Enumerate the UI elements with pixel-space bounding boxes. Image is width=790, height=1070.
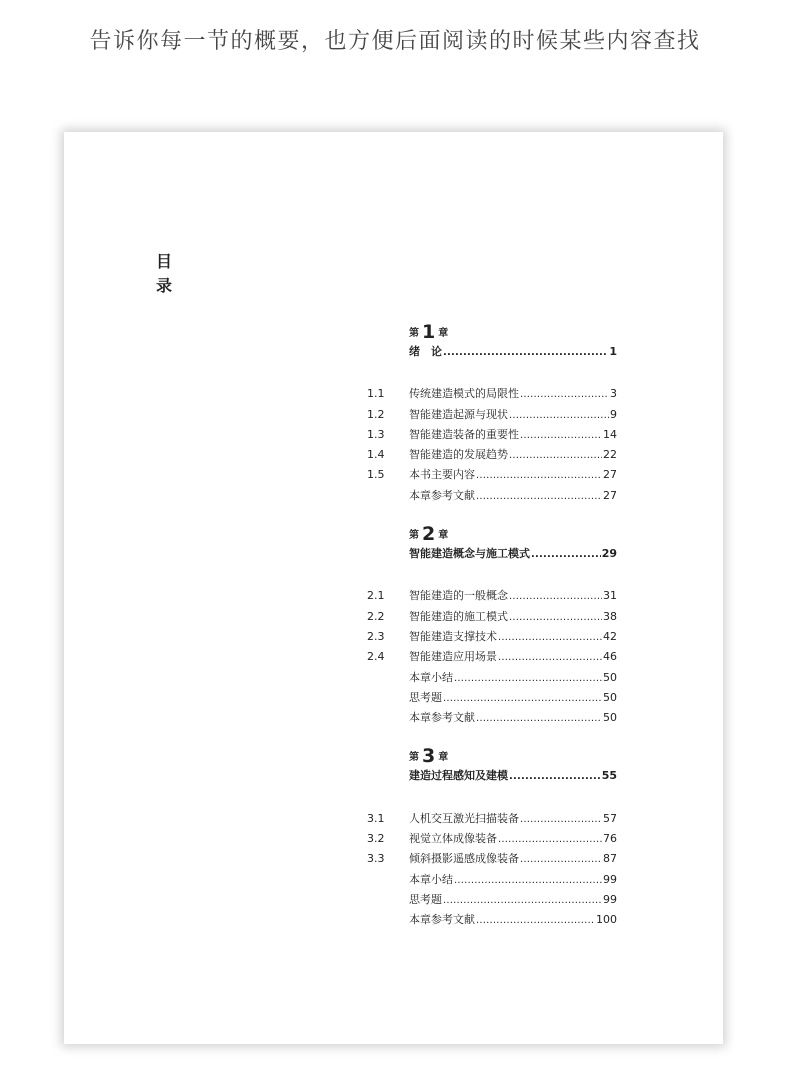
page-number: 29 bbox=[601, 547, 617, 561]
page-number: 3 bbox=[610, 387, 617, 401]
leader-dots bbox=[520, 426, 602, 446]
chapter-heading bbox=[367, 524, 617, 544]
section-title: 视觉立体成像装备 bbox=[409, 832, 497, 846]
toc-label-char: 目 bbox=[156, 252, 173, 271]
section-title: 本章小结 bbox=[409, 872, 453, 886]
section-title: 思考题 bbox=[409, 892, 442, 906]
toc-entry[interactable] bbox=[367, 708, 617, 728]
toc-entry[interactable] bbox=[367, 607, 617, 627]
page-number: 9 bbox=[610, 407, 617, 421]
section-number: 1.1 bbox=[367, 387, 385, 401]
section-title: 本章参考文献 bbox=[409, 913, 475, 927]
section-number: 2.3 bbox=[367, 629, 385, 643]
section-title: 智能建造装备的重要性 bbox=[409, 427, 519, 441]
chapter-title: 绪 论 bbox=[409, 345, 442, 358]
leader-dots bbox=[509, 446, 602, 466]
section-number: 2.1 bbox=[367, 589, 385, 603]
leader-dots bbox=[476, 709, 602, 729]
leader-dots bbox=[531, 545, 601, 565]
page-number: 55 bbox=[601, 769, 617, 783]
chapter-3 bbox=[367, 746, 617, 930]
leader-dots bbox=[520, 810, 602, 830]
leader-dots bbox=[509, 406, 609, 426]
leader-dots bbox=[476, 911, 595, 931]
page-number: 99 bbox=[603, 872, 617, 886]
toc-entry[interactable] bbox=[367, 384, 617, 404]
chapter-1 bbox=[367, 322, 617, 506]
section-title: 本章参考文献 bbox=[409, 488, 475, 502]
page-number: 46 bbox=[603, 650, 617, 664]
section-number: 1.5 bbox=[367, 468, 385, 482]
toc-entry[interactable] bbox=[367, 445, 617, 465]
book-page bbox=[64, 132, 723, 1044]
section-title: 智能建造的发展趋势 bbox=[409, 448, 508, 462]
page-number: 1 bbox=[609, 345, 617, 358]
toc-entry[interactable] bbox=[367, 465, 617, 485]
page-number: 57 bbox=[603, 811, 617, 825]
section-title: 本章小结 bbox=[409, 670, 453, 684]
page-number: 50 bbox=[603, 690, 617, 704]
chapter-2 bbox=[367, 524, 617, 728]
leader-dots bbox=[454, 669, 602, 689]
leader-dots bbox=[509, 587, 602, 607]
toc-entry[interactable] bbox=[367, 870, 617, 890]
leader-dots bbox=[509, 767, 601, 787]
toc-entry[interactable] bbox=[367, 586, 617, 606]
leader-dots bbox=[476, 487, 602, 507]
leader-dots bbox=[443, 891, 602, 911]
chapter-prefix: 第 bbox=[409, 530, 419, 542]
section-number: 3.1 bbox=[367, 811, 385, 825]
table-of-contents bbox=[367, 322, 617, 949]
page-number: 22 bbox=[603, 448, 617, 462]
section-number: 2.2 bbox=[367, 609, 385, 623]
section-title: 智能建造起源与现状 bbox=[409, 407, 508, 421]
section-title: 传统建造模式的局限性 bbox=[409, 387, 519, 401]
page-number: 42 bbox=[603, 629, 617, 643]
toc-entry[interactable] bbox=[367, 486, 617, 506]
chapter-prefix: 第 bbox=[409, 752, 419, 764]
chapter-number: 3 bbox=[422, 745, 436, 768]
toc-entry[interactable] bbox=[367, 627, 617, 647]
chapter-title: 智能建造概念与施工模式 bbox=[409, 547, 530, 561]
page-number: 76 bbox=[603, 832, 617, 846]
chapter-heading bbox=[367, 322, 617, 342]
section-title: 思考题 bbox=[409, 690, 442, 704]
page-number: 87 bbox=[603, 852, 617, 866]
section-number: 3.2 bbox=[367, 832, 385, 846]
leader-dots bbox=[509, 608, 602, 628]
leader-dots bbox=[443, 343, 608, 363]
leader-dots bbox=[520, 850, 602, 870]
leader-dots bbox=[443, 689, 602, 709]
section-title: 智能建造支撑技术 bbox=[409, 629, 497, 643]
page-number: 100 bbox=[596, 913, 617, 927]
section-title: 智能建造的施工模式 bbox=[409, 609, 508, 623]
leader-dots bbox=[520, 385, 609, 405]
section-number: 1.2 bbox=[367, 407, 385, 421]
toc-label bbox=[156, 250, 176, 298]
page-number: 38 bbox=[603, 609, 617, 623]
section-title: 本书主要内容 bbox=[409, 468, 475, 482]
section-title: 本章参考文献 bbox=[409, 711, 475, 725]
caption-heading: 告诉你每一节的概要，也方便后面阅读的时候某些内容查找 bbox=[89, 29, 701, 54]
leader-dots bbox=[498, 648, 602, 668]
chapter-title-row[interactable] bbox=[367, 544, 617, 564]
toc-entry[interactable] bbox=[367, 688, 617, 708]
chapter-suffix: 章 bbox=[438, 530, 449, 542]
toc-entry[interactable] bbox=[367, 425, 617, 445]
chapter-heading bbox=[367, 746, 617, 766]
chapter-title-row[interactable] bbox=[367, 342, 617, 362]
chapter-number: 1 bbox=[422, 321, 436, 343]
section-number: 2.4 bbox=[367, 650, 385, 664]
section-title: 智能建造应用场景 bbox=[409, 650, 497, 664]
section-title: 倾斜摄影遥感成像装备 bbox=[409, 852, 519, 866]
chapter-number: 2 bbox=[422, 523, 436, 546]
page-number: 27 bbox=[603, 468, 617, 482]
section-number: 3.3 bbox=[367, 852, 385, 866]
leader-dots bbox=[454, 871, 602, 891]
leader-dots bbox=[498, 830, 602, 850]
toc-entry[interactable] bbox=[367, 809, 617, 829]
toc-entry[interactable] bbox=[367, 647, 617, 667]
chapter-title: 建造过程感知及建模 bbox=[409, 769, 508, 783]
toc-entry[interactable] bbox=[367, 405, 617, 425]
section-number: 1.4 bbox=[367, 448, 385, 462]
page-number: 50 bbox=[603, 711, 617, 725]
toc-entry[interactable] bbox=[367, 910, 617, 930]
leader-dots bbox=[498, 628, 602, 648]
toc-entry[interactable] bbox=[367, 829, 617, 849]
page-number: 14 bbox=[603, 427, 617, 441]
toc-entry[interactable] bbox=[367, 890, 617, 910]
toc-entry[interactable] bbox=[367, 668, 617, 688]
leader-dots bbox=[476, 466, 602, 486]
section-number: 1.3 bbox=[367, 427, 385, 441]
page-number: 50 bbox=[603, 670, 617, 684]
page-number: 27 bbox=[603, 488, 617, 502]
page-number: 99 bbox=[603, 892, 617, 906]
chapter-prefix: 第 bbox=[409, 328, 419, 339]
section-title: 智能建造的一般概念 bbox=[409, 589, 508, 603]
chapter-suffix: 章 bbox=[438, 752, 449, 764]
toc-label-char: 录 bbox=[156, 276, 173, 295]
chapter-suffix: 章 bbox=[438, 328, 449, 339]
chapter-title-row[interactable] bbox=[367, 766, 617, 786]
section-title: 人机交互激光扫描装备 bbox=[409, 811, 519, 825]
toc-entry[interactable] bbox=[367, 849, 617, 869]
page-number: 31 bbox=[603, 589, 617, 603]
